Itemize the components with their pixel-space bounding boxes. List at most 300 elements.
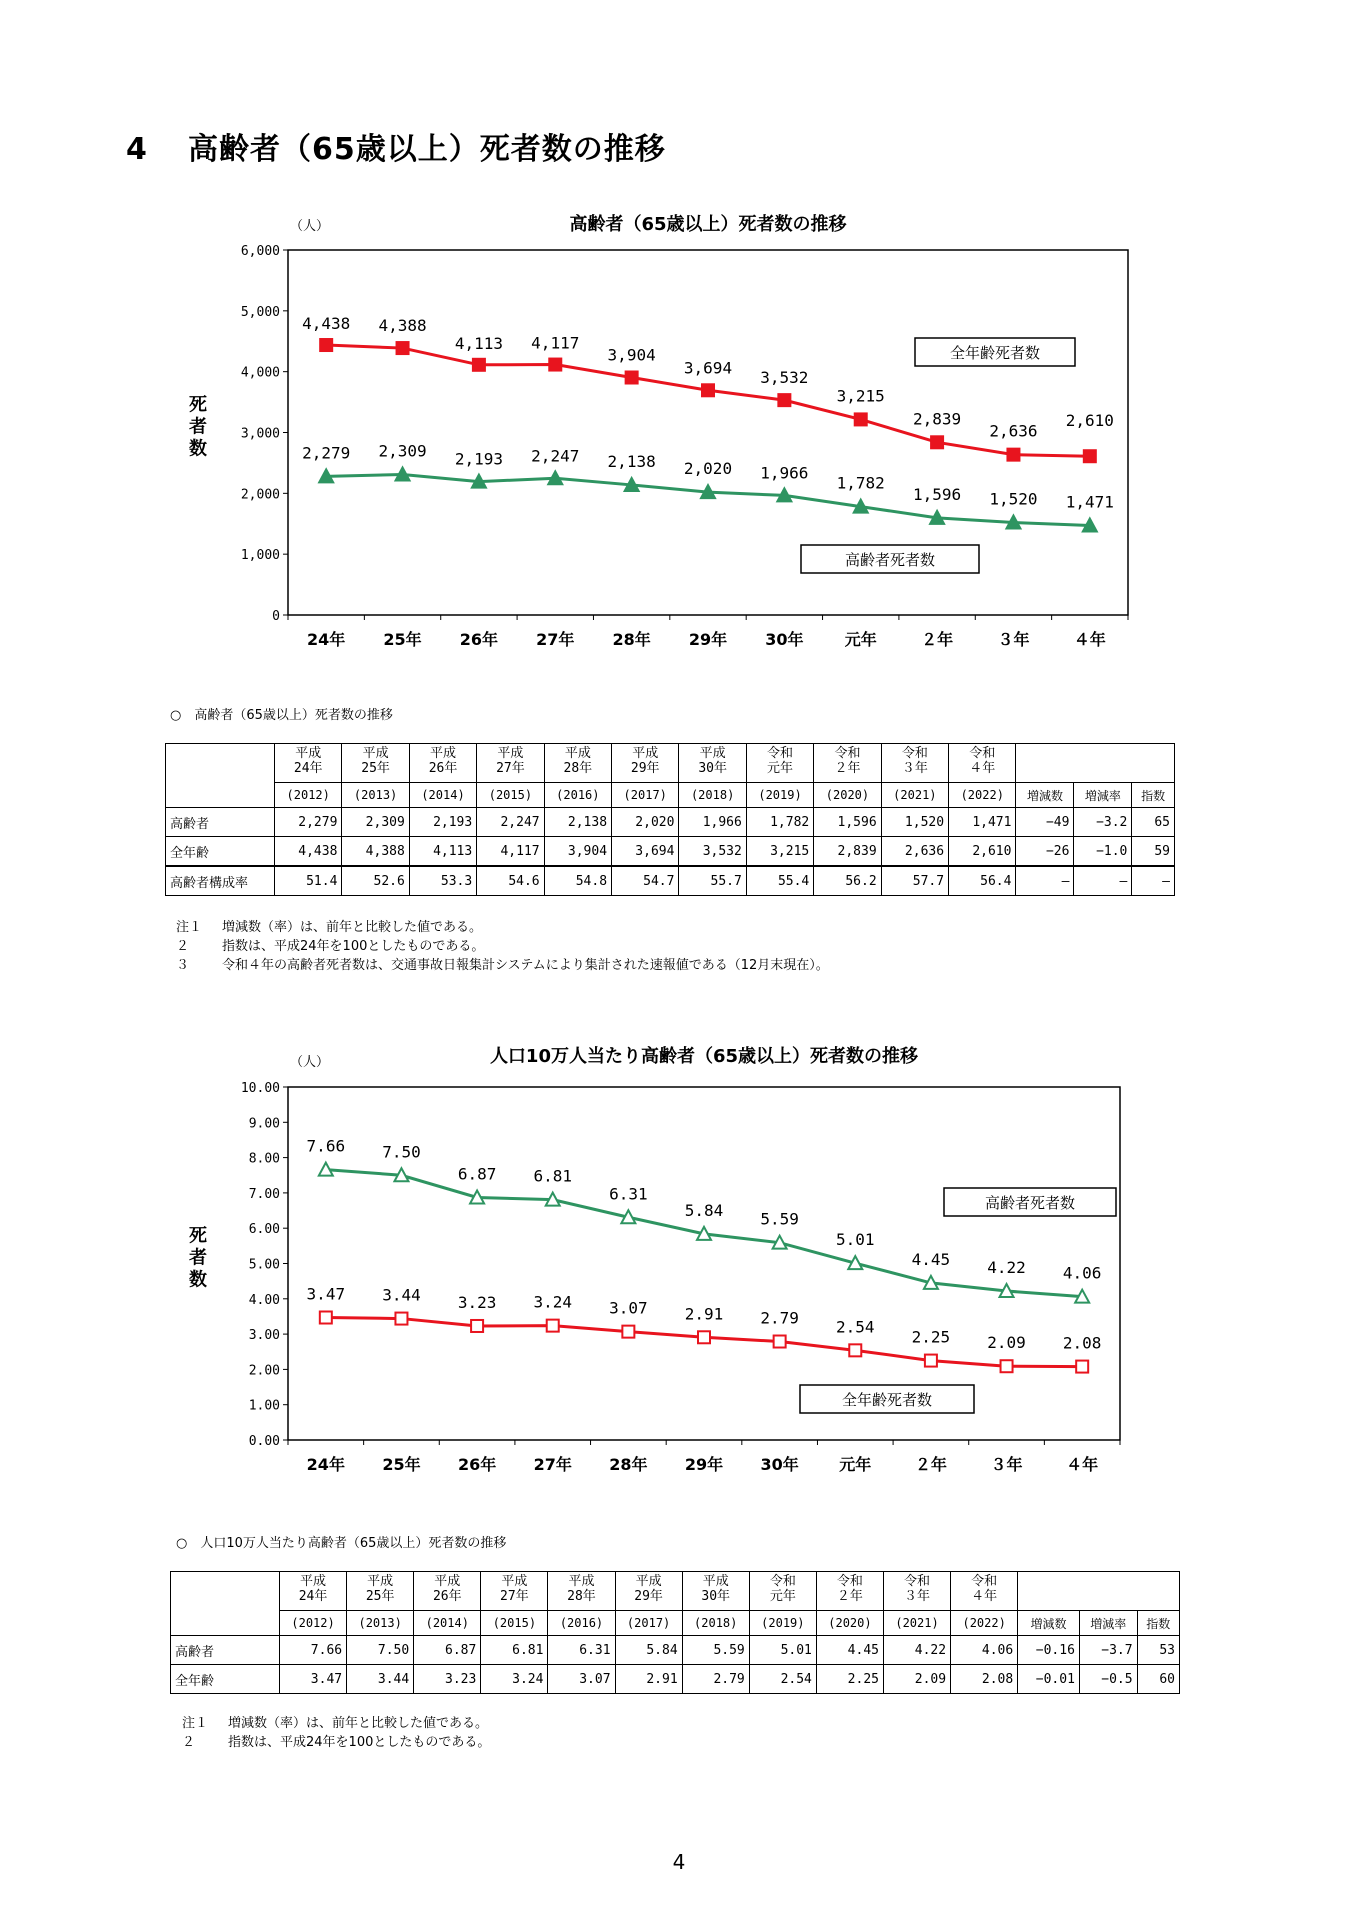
year-label: ３年 xyxy=(904,1589,931,1604)
year-header xyxy=(816,1572,883,1611)
x-tick-label: 27年 xyxy=(536,630,575,649)
y-tick-label: 1.00 xyxy=(248,1398,280,1414)
era-label: 平成 xyxy=(699,746,726,761)
data-point xyxy=(320,1312,332,1324)
data-label: 4.45 xyxy=(911,1249,951,1269)
x-tick-label: ４年 xyxy=(1066,1455,1099,1474)
data-point xyxy=(1001,1360,1013,1372)
extra-header: 指数 xyxy=(1132,783,1175,808)
table-cell: 6.81 xyxy=(481,1636,548,1665)
table-cell: — xyxy=(1132,866,1175,896)
table-cell: 4,113 xyxy=(409,837,476,867)
y-tick-label: 4,000 xyxy=(240,365,280,381)
y-tick-label: 5.00 xyxy=(248,1257,280,1273)
data-label: 7.66 xyxy=(306,1136,346,1156)
table-cell: 59 xyxy=(1132,837,1175,867)
era-label: 令和 xyxy=(969,746,996,761)
data-label: 5.84 xyxy=(684,1200,724,1220)
chart-title: 高齢者（65歳以上）死者数の推移 xyxy=(569,214,847,235)
table1-notes xyxy=(170,918,829,975)
legend-label: 高齢者死者数 xyxy=(984,1194,1076,1212)
table-cell: 3,215 xyxy=(746,837,813,867)
x-tick-label: 27年 xyxy=(533,1455,572,1474)
era-label: 平成 xyxy=(702,1574,729,1589)
table-cell: 3.23 xyxy=(414,1665,481,1694)
table-cell: −0.16 xyxy=(1018,1636,1080,1665)
x-tick-label: 24年 xyxy=(306,1455,345,1474)
data-point xyxy=(547,1320,559,1332)
extra-header: 増減率 xyxy=(1079,1611,1137,1636)
data-label: 2,636 xyxy=(989,421,1038,441)
y-tick-label: 1,000 xyxy=(240,548,280,564)
year-label: 29年 xyxy=(630,761,660,776)
data-label: 2,309 xyxy=(378,441,427,461)
year-header xyxy=(951,1572,1018,1611)
table-cell: 4.06 xyxy=(951,1636,1018,1665)
table-row xyxy=(166,837,1175,867)
table-cell: 2.79 xyxy=(682,1665,749,1694)
table-cell: 3,694 xyxy=(612,837,679,867)
data-point xyxy=(1007,449,1019,461)
table-cell: 54.8 xyxy=(544,866,611,896)
table-cell: 51.4 xyxy=(275,866,342,896)
data-label: 3.07 xyxy=(609,1298,648,1318)
data-label: 1,520 xyxy=(989,489,1038,509)
table-cell: 6.87 xyxy=(414,1636,481,1665)
data-point xyxy=(855,413,867,425)
data-label: 4,117 xyxy=(531,333,580,353)
data-label: 6.31 xyxy=(609,1184,648,1204)
header-row-2 xyxy=(166,783,1175,808)
data-label: 3,532 xyxy=(760,368,809,388)
y-unit-label: （人） xyxy=(290,219,330,234)
data-label: 6.81 xyxy=(533,1166,572,1186)
table-cell: 1,520 xyxy=(881,808,948,837)
note-number: ２ xyxy=(182,1735,196,1750)
ad-year-header: (2014) xyxy=(414,1611,481,1636)
year-header xyxy=(548,1572,615,1611)
table-cell: 6.31 xyxy=(548,1636,615,1665)
x-tick-label: ２年 xyxy=(921,630,954,649)
era-label: 平成 xyxy=(430,746,457,761)
table-cell: 53.3 xyxy=(409,866,476,896)
table-cell: 7.50 xyxy=(347,1636,414,1665)
data-label: 1,966 xyxy=(760,463,809,483)
data-label: 2,247 xyxy=(531,446,580,466)
y-tick-label: 8.00 xyxy=(248,1151,280,1167)
x-tick-label: 元年 xyxy=(844,630,877,649)
data-label: 2.25 xyxy=(911,1327,951,1347)
year-header xyxy=(477,744,544,783)
data-label: 3.24 xyxy=(533,1292,572,1312)
y-axis-label-char: 死 xyxy=(189,394,207,416)
table-cell: 2,138 xyxy=(544,808,611,837)
data-label: 3,215 xyxy=(836,386,885,406)
table-cell: 1,782 xyxy=(746,808,813,837)
ad-year-header: (2020) xyxy=(814,783,881,808)
table-cell: 54.6 xyxy=(477,866,544,896)
data-label: 7.50 xyxy=(382,1142,421,1162)
y-tick-label: 0.00 xyxy=(248,1434,280,1449)
table-cell: 2.25 xyxy=(816,1665,883,1694)
table-cell: 2,839 xyxy=(814,837,881,867)
table-row xyxy=(171,1636,1180,1665)
table-cell: 3.24 xyxy=(481,1665,548,1694)
note-line xyxy=(170,956,829,975)
data-label: 4,388 xyxy=(378,316,427,336)
y-tick-label: 2.00 xyxy=(248,1363,280,1379)
ad-year-header: (2014) xyxy=(409,783,476,808)
x-tick-label: 25年 xyxy=(382,1455,421,1474)
ad-year-header: (2012) xyxy=(280,1611,347,1636)
year-header xyxy=(615,1572,682,1611)
note-line xyxy=(170,918,829,937)
x-tick-label: 28年 xyxy=(612,630,651,649)
ad-year-header: (2016) xyxy=(548,1611,615,1636)
year-header xyxy=(275,744,342,783)
extra-header: 増減数 xyxy=(1016,783,1074,808)
ad-year-header: (2022) xyxy=(949,783,1016,808)
era-label: 平成 xyxy=(632,746,659,761)
year-label: 26年 xyxy=(432,1589,462,1604)
era-label: 令和 xyxy=(769,1574,796,1589)
ad-year-header: (2015) xyxy=(481,1611,548,1636)
era-label: 平成 xyxy=(635,1574,662,1589)
x-tick-label: 24年 xyxy=(307,630,346,649)
blank-header xyxy=(1018,1572,1180,1611)
year-label: 元年 xyxy=(767,761,794,776)
data-label: 2,193 xyxy=(454,449,503,469)
table-cell: 2,247 xyxy=(477,808,544,837)
ad-year-header: (2018) xyxy=(679,783,746,808)
x-tick-label: 25年 xyxy=(383,630,422,649)
y-axis-label-char: 死 xyxy=(189,1225,207,1247)
table-cell: 2.54 xyxy=(749,1665,816,1694)
table-cell: 2,309 xyxy=(342,808,409,837)
table-cell: −3.7 xyxy=(1079,1636,1137,1665)
data-label: 2.08 xyxy=(1062,1333,1102,1353)
year-header xyxy=(612,744,679,783)
year-header xyxy=(881,744,948,783)
year-label: 24年 xyxy=(298,1589,328,1604)
header-row-2 xyxy=(171,1611,1180,1636)
page-number: 4 xyxy=(672,1850,686,1874)
y-tick-label: 4.00 xyxy=(248,1292,280,1308)
x-tick-label: 30年 xyxy=(760,1455,799,1474)
ad-year-header: (2013) xyxy=(342,783,409,808)
year-header xyxy=(280,1572,347,1611)
data-label: 2.54 xyxy=(836,1317,875,1337)
y-axis-label-char: 者 xyxy=(189,416,207,438)
table-cell: — xyxy=(1016,866,1074,896)
year-header xyxy=(414,1572,481,1611)
data-label: 3.47 xyxy=(306,1284,346,1304)
data-point xyxy=(778,394,790,406)
table2-notes xyxy=(176,1714,490,1752)
ad-year-header: (2013) xyxy=(347,1611,414,1636)
row-label: 全年齢 xyxy=(166,837,275,867)
table-row xyxy=(166,866,1175,896)
year-header xyxy=(814,744,881,783)
y-tick-label: 2,000 xyxy=(240,487,280,503)
year-label: 27年 xyxy=(500,1589,529,1604)
table-cell: 4.22 xyxy=(883,1636,950,1665)
table-cell: 4,388 xyxy=(342,837,409,867)
table-cell: 1,471 xyxy=(949,808,1016,837)
data-point xyxy=(549,359,561,371)
data-label: 2,279 xyxy=(302,443,351,463)
ad-year-header: (2019) xyxy=(749,1611,816,1636)
note-number: 注１ xyxy=(176,920,203,935)
era-label: 平成 xyxy=(564,746,591,761)
ad-year-header: (2017) xyxy=(612,783,679,808)
table-cell: 2,193 xyxy=(409,808,476,837)
table-row xyxy=(171,1665,1180,1694)
data-point xyxy=(626,372,638,384)
row-label: 高齢者 xyxy=(166,808,275,837)
era-label: 平成 xyxy=(434,1574,461,1589)
x-tick-label: 29年 xyxy=(684,1455,724,1474)
data-point xyxy=(397,342,409,354)
year-header xyxy=(679,744,746,783)
year-label: 26年 xyxy=(428,761,458,776)
table-cell: 2.91 xyxy=(615,1665,682,1694)
year-label: ３年 xyxy=(901,761,928,776)
section-number: 4 xyxy=(126,132,148,167)
data-label: 2,839 xyxy=(913,409,962,429)
corner-cell xyxy=(171,1572,280,1636)
era-label: 平成 xyxy=(568,1574,595,1589)
era-label: 平成 xyxy=(295,746,322,761)
table-cell: 65 xyxy=(1132,808,1175,837)
corner-cell xyxy=(166,744,275,808)
data-label: 3.23 xyxy=(457,1292,497,1312)
table-cell: 56.4 xyxy=(949,866,1016,896)
year-label: 27年 xyxy=(496,761,525,776)
table-cell: −1.0 xyxy=(1074,837,1132,867)
row-label: 高齢者構成率 xyxy=(166,866,275,896)
chart-title: 人口10万人当たり高齢者（65歳以上）死者数の推移 xyxy=(489,1046,919,1067)
page-title xyxy=(126,124,666,168)
year-header xyxy=(347,1572,414,1611)
x-tick-label: 28年 xyxy=(609,1455,648,1474)
year-label: 25年 xyxy=(365,1589,395,1604)
table-cell: 1,596 xyxy=(814,808,881,837)
table-cell: 55.7 xyxy=(679,866,746,896)
table-cell: 54.7 xyxy=(612,866,679,896)
table-cell: −0.5 xyxy=(1079,1665,1137,1694)
data-point xyxy=(1076,1361,1088,1373)
data-point xyxy=(320,339,332,351)
table-cell: 55.4 xyxy=(746,866,813,896)
table-cell: 52.6 xyxy=(342,866,409,896)
era-label: 平成 xyxy=(362,746,389,761)
chart-elderly-deaths xyxy=(0,200,1358,660)
data-point xyxy=(849,1344,861,1356)
year-label: 28年 xyxy=(563,761,593,776)
era-label: 平成 xyxy=(501,1574,528,1589)
year-label: ４年 xyxy=(971,1589,998,1604)
year-header xyxy=(749,1572,816,1611)
extra-header: 増減率 xyxy=(1074,783,1132,808)
chart-elderly-deaths-per-100k xyxy=(0,1035,1358,1495)
era-label: 令和 xyxy=(834,746,861,761)
extra-header: 指数 xyxy=(1137,1611,1179,1636)
table-row xyxy=(166,808,1175,837)
x-tick-label: 29年 xyxy=(688,630,728,649)
year-label: 25年 xyxy=(361,761,390,776)
year-label: ４年 xyxy=(969,761,996,776)
note-line xyxy=(170,937,829,956)
y-tick-label: 0 xyxy=(272,609,280,624)
year-label: ２年 xyxy=(836,1589,863,1604)
note-text: 指数は、平成24年を100としたものである。 xyxy=(228,1735,491,1750)
era-label: 令和 xyxy=(901,746,928,761)
table-cell: 5.01 xyxy=(749,1636,816,1665)
x-tick-label: ３年 xyxy=(990,1455,1023,1474)
y-axis-label-char: 数 xyxy=(189,438,207,460)
data-label: 5.59 xyxy=(760,1209,799,1229)
data-point xyxy=(473,359,485,371)
data-point xyxy=(622,1326,634,1338)
data-label: 3,694 xyxy=(683,358,733,378)
y-axis-label-char: 者 xyxy=(189,1247,207,1269)
row-label: 全年齢 xyxy=(171,1665,280,1694)
data-label: 1,782 xyxy=(836,473,885,493)
data-label: 4,113 xyxy=(454,333,503,353)
year-header xyxy=(883,1572,950,1611)
data-label: 6.87 xyxy=(457,1164,497,1184)
table-cell: 4,117 xyxy=(477,837,544,867)
data-point xyxy=(774,1336,786,1348)
year-label: 28年 xyxy=(567,1589,596,1604)
header-row xyxy=(171,1572,1180,1611)
data-label: 4,438 xyxy=(302,314,351,334)
year-header xyxy=(544,744,611,783)
table-cell: −0.01 xyxy=(1018,1665,1080,1694)
data-label: 3,904 xyxy=(607,345,656,365)
note-text: 増減数（率）は、前年と比較した値である。 xyxy=(228,1716,489,1731)
year-header xyxy=(949,744,1016,783)
table1-caption: ○ 高齢者（65歳以上）死者数の推移 xyxy=(170,708,393,723)
note-line xyxy=(176,1714,490,1733)
year-label: 30年 xyxy=(698,761,727,776)
x-tick-label: 26年 xyxy=(457,1455,497,1474)
note-number: 注１ xyxy=(182,1716,209,1731)
note-number: ２ xyxy=(176,939,190,954)
legend-label: 高齢者死者数 xyxy=(844,551,936,569)
data-label: 4.06 xyxy=(1062,1263,1102,1283)
year-label: ２年 xyxy=(834,761,861,776)
data-point xyxy=(1084,450,1096,462)
note-text: 指数は、平成24年を100としたものである。 xyxy=(222,939,485,954)
legend-label: 全年齢死者数 xyxy=(949,344,1041,362)
table-cell: −26 xyxy=(1016,837,1074,867)
data-point xyxy=(925,1355,937,1367)
table-cell: 3,904 xyxy=(544,837,611,867)
table-cell: 5.59 xyxy=(682,1636,749,1665)
note-text: 令和４年の高齢者死者数は、交通事故日報集計システムにより集計された速報値である（12月末現在）。 xyxy=(222,958,829,973)
table-cell: — xyxy=(1074,866,1132,896)
year-label: 元年 xyxy=(769,1589,796,1604)
x-tick-label: 26年 xyxy=(459,630,499,649)
table-cell: 4.45 xyxy=(816,1636,883,1665)
data-label: 3.44 xyxy=(382,1285,421,1305)
table-cell: 3.44 xyxy=(347,1665,414,1694)
data-label: 2.09 xyxy=(987,1333,1026,1353)
table-cell: 53 xyxy=(1137,1636,1179,1665)
note-text: 増減数（率）は、前年と比較した値である。 xyxy=(222,920,483,935)
x-tick-label: ３年 xyxy=(997,630,1030,649)
ad-year-header: (2021) xyxy=(881,783,948,808)
year-label: 30年 xyxy=(701,1589,731,1604)
table-cell: −49 xyxy=(1016,808,1074,837)
data-label: 4.22 xyxy=(987,1258,1026,1278)
table-cell: 2,610 xyxy=(949,837,1016,867)
year-label: 24年 xyxy=(293,761,323,776)
y-tick-label: 3,000 xyxy=(240,426,280,442)
x-tick-label: ２年 xyxy=(914,1455,947,1474)
data-label: 2,610 xyxy=(1065,411,1114,431)
era-label: 平成 xyxy=(300,1574,327,1589)
ad-year-header: (2015) xyxy=(477,783,544,808)
y-unit-label: （人） xyxy=(290,1055,330,1070)
data-label: 2,138 xyxy=(607,451,656,471)
y-tick-label: 9.00 xyxy=(248,1116,280,1132)
y-tick-label: 5,000 xyxy=(240,304,280,320)
x-tick-label: 元年 xyxy=(839,1455,872,1474)
data-point xyxy=(702,384,714,396)
year-header xyxy=(746,744,813,783)
data-label: 2,020 xyxy=(683,459,733,479)
note-number: ３ xyxy=(176,958,190,973)
era-label: 平成 xyxy=(497,746,524,761)
data-label: 2.79 xyxy=(760,1308,799,1328)
ad-year-header: (2022) xyxy=(951,1611,1018,1636)
data-point xyxy=(698,1331,710,1343)
data-point xyxy=(931,436,943,448)
header-row xyxy=(166,744,1175,783)
table-cell: −3.2 xyxy=(1074,808,1132,837)
data-label: 5.01 xyxy=(836,1230,875,1250)
y-tick-label: 7.00 xyxy=(248,1186,280,1202)
ad-year-header: (2018) xyxy=(682,1611,749,1636)
ad-year-header: (2012) xyxy=(275,783,342,808)
table-cell: 2,636 xyxy=(881,837,948,867)
year-header xyxy=(409,744,476,783)
note-line xyxy=(176,1733,490,1752)
table1 xyxy=(165,743,1175,896)
data-label: 1,471 xyxy=(1065,492,1114,512)
table-cell: 4,438 xyxy=(275,837,342,867)
table2 xyxy=(170,1571,1180,1694)
ad-year-header: (2017) xyxy=(615,1611,682,1636)
era-label: 平成 xyxy=(367,1574,394,1589)
table-cell: 7.66 xyxy=(280,1636,347,1665)
y-tick-label: 6.00 xyxy=(248,1222,280,1238)
era-label: 令和 xyxy=(904,1574,931,1589)
y-axis-label-char: 数 xyxy=(189,1269,207,1291)
x-tick-label: ４年 xyxy=(1073,630,1106,649)
ad-year-header: (2019) xyxy=(746,783,813,808)
year-header xyxy=(682,1572,749,1611)
table-cell: 3.07 xyxy=(548,1665,615,1694)
table-cell: 2,279 xyxy=(275,808,342,837)
table-cell: 60 xyxy=(1137,1665,1179,1694)
y-tick-label: 6,000 xyxy=(240,244,280,259)
ad-year-header: (2021) xyxy=(883,1611,950,1636)
data-label: 2.91 xyxy=(684,1304,724,1324)
